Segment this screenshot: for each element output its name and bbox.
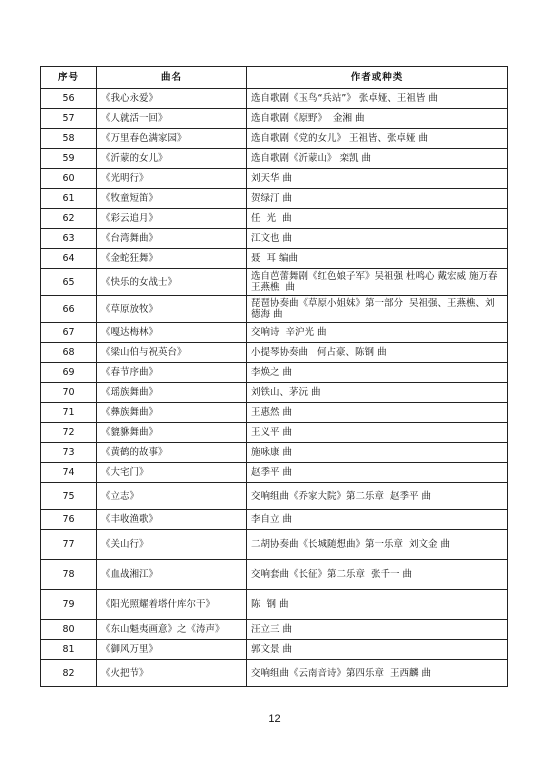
cell-author-or-type: 刘铁山、茅沅 曲: [247, 383, 508, 403]
cell-author-or-type: 交响组曲《乔家大院》第二乐章 赵季平 曲: [247, 483, 508, 510]
cell-author-or-type: 选自歌剧《沂蒙山》 栾凯 曲: [247, 149, 508, 169]
cell-author-or-type: 小提琴协奏曲 何占豪、陈钢 曲: [247, 343, 508, 363]
cell-serial-number: 77: [41, 530, 97, 560]
cell-author-or-type: 选自歌剧《党的女儿》 王祖皆、张卓娅 曲: [247, 129, 508, 149]
table-row: [41, 149, 508, 169]
table-row: [41, 483, 508, 510]
table-row: [41, 383, 508, 403]
page-number: 12: [268, 713, 281, 725]
cell-song-title: 《嘎达梅林》: [97, 323, 247, 343]
cell-song-title: 《台湾舞曲》: [97, 229, 247, 249]
table-row: [41, 189, 508, 209]
table-row: [41, 510, 508, 530]
cell-author-or-type: 交响组曲《云南音诗》第四乐章 王西麟 曲: [247, 660, 508, 687]
cell-serial-number: 69: [41, 363, 97, 383]
table-row: [41, 89, 508, 109]
cell-author-or-type: 任 光 曲: [247, 209, 508, 229]
cell-song-title: 《彩云追月》: [97, 209, 247, 229]
cell-song-title: 《瑶族舞曲》: [97, 383, 247, 403]
table-row: [41, 590, 508, 620]
header-author-or-type: 作者或种类: [247, 67, 508, 89]
cell-song-title: 《沂蒙的女儿》: [97, 149, 247, 169]
table-row: [41, 403, 508, 423]
cell-author-or-type: 刘天华 曲: [247, 169, 508, 189]
header-serial-number: 序号: [41, 67, 97, 89]
cell-serial-number: 68: [41, 343, 97, 363]
cell-serial-number: 75: [41, 483, 97, 510]
cell-author-or-type: 选自歌剧《玉鸟“兵站”》 张卓娅、王祖皆 曲: [247, 89, 508, 109]
cell-author-or-type: 聂 耳 编曲: [247, 249, 508, 269]
cell-serial-number: 59: [41, 149, 97, 169]
table-row: [41, 323, 508, 343]
cell-author-or-type: 赵季平 曲: [247, 463, 508, 483]
cell-serial-number: 63: [41, 229, 97, 249]
cell-serial-number: 76: [41, 510, 97, 530]
table-row: [41, 249, 508, 269]
cell-song-title: 《草原放牧》: [97, 296, 247, 323]
table-row: [41, 109, 508, 129]
cell-song-title: 《关山行》: [97, 530, 247, 560]
cell-author-or-type: 江文也 曲: [247, 229, 508, 249]
cell-author-or-type: 贺绿汀 曲: [247, 189, 508, 209]
table-row: [41, 169, 508, 189]
cell-serial-number: 74: [41, 463, 97, 483]
table-row: [41, 209, 508, 229]
table-row: [41, 640, 508, 660]
table-row: [41, 443, 508, 463]
cell-serial-number: 66: [41, 296, 97, 323]
cell-author-or-type: 交响套曲《长征》第二乐章 张千一 曲: [247, 560, 508, 590]
cell-song-title: 《彝族舞曲》: [97, 403, 247, 423]
cell-serial-number: 70: [41, 383, 97, 403]
cell-song-title: 《丰收渔歌》: [97, 510, 247, 530]
cell-serial-number: 64: [41, 249, 97, 269]
cell-serial-number: 78: [41, 560, 97, 590]
table-row: [41, 620, 508, 640]
cell-author-or-type: 陈 钢 曲: [247, 590, 508, 620]
table-row: [41, 560, 508, 590]
cell-author-or-type: 王义平 曲: [247, 423, 508, 443]
cell-song-title: 《火把节》: [97, 660, 247, 687]
cell-song-title: 《光明行》: [97, 169, 247, 189]
cell-author-or-type: 施咏康 曲: [247, 443, 508, 463]
table-row: [41, 343, 508, 363]
cell-serial-number: 73: [41, 443, 97, 463]
cell-author-or-type: 李自立 曲: [247, 510, 508, 530]
cell-song-title: 《金蛇狂舞》: [97, 249, 247, 269]
cell-author-or-type: 琵琶协奏曲《草原小姐妹》第一部分 吴祖强、王燕樵、刘德海 曲: [247, 296, 508, 323]
cell-song-title: 《御风万里》: [97, 640, 247, 660]
cell-author-or-type: 选自芭蕾舞剧《红色娘子军》吴祖强 杜鸣心 戴宏威 施万春 王燕樵 曲: [247, 269, 508, 296]
cell-serial-number: 82: [41, 660, 97, 687]
cell-serial-number: 65: [41, 269, 97, 296]
cell-serial-number: 72: [41, 423, 97, 443]
song-list-table: [40, 66, 508, 687]
cell-serial-number: 80: [41, 620, 97, 640]
cell-author-or-type: 二胡协奏曲《长城随想曲》第一乐章 刘文金 曲: [247, 530, 508, 560]
cell-song-title: 《阳光照耀着塔什库尔干》: [97, 590, 247, 620]
table-row: [41, 660, 508, 687]
cell-song-title: 《血战湘江》: [97, 560, 247, 590]
cell-serial-number: 62: [41, 209, 97, 229]
cell-author-or-type: 郭文景 曲: [247, 640, 508, 660]
cell-song-title: 《春节序曲》: [97, 363, 247, 383]
table-row: [41, 296, 508, 323]
table-row: [41, 129, 508, 149]
table-row: [41, 363, 508, 383]
cell-song-title: 《我心永爱》: [97, 89, 247, 109]
header-song-title: 曲名: [97, 67, 247, 89]
cell-serial-number: 56: [41, 89, 97, 109]
cell-serial-number: 57: [41, 109, 97, 129]
cell-serial-number: 60: [41, 169, 97, 189]
cell-song-title: 《大宅门》: [97, 463, 247, 483]
table-row: [41, 269, 508, 296]
cell-song-title: 《梁山伯与祝英台》: [97, 343, 247, 363]
cell-author-or-type: 汪立三 曲: [247, 620, 508, 640]
table-body: [41, 89, 508, 687]
cell-author-or-type: 李焕之 曲: [247, 363, 508, 383]
cell-serial-number: 71: [41, 403, 97, 423]
cell-song-title: 《牧童短笛》: [97, 189, 247, 209]
cell-serial-number: 81: [41, 640, 97, 660]
table-row: [41, 229, 508, 249]
table-row: [41, 530, 508, 560]
cell-song-title: 《人就活一回》: [97, 109, 247, 129]
cell-song-title: 《快乐的女战士》: [97, 269, 247, 296]
table-row: [41, 463, 508, 483]
cell-song-title: 《立志》: [97, 483, 247, 510]
cell-author-or-type: 选自歌剧《原野》 金湘 曲: [247, 109, 508, 129]
cell-author-or-type: 交响诗 辛沪光 曲: [247, 323, 508, 343]
cell-serial-number: 67: [41, 323, 97, 343]
table-header-row: [41, 67, 508, 89]
cell-author-or-type: 王惠然 曲: [247, 403, 508, 423]
cell-song-title: 《黄鹤的故事》: [97, 443, 247, 463]
cell-song-title: 《万里春色满家园》: [97, 129, 247, 149]
cell-serial-number: 58: [41, 129, 97, 149]
cell-song-title: 《貔貅舞曲》: [97, 423, 247, 443]
cell-song-title: 《东山魁夷画意》之《涛声》: [97, 620, 247, 640]
cell-serial-number: 79: [41, 590, 97, 620]
table-row: [41, 423, 508, 443]
cell-serial-number: 61: [41, 189, 97, 209]
